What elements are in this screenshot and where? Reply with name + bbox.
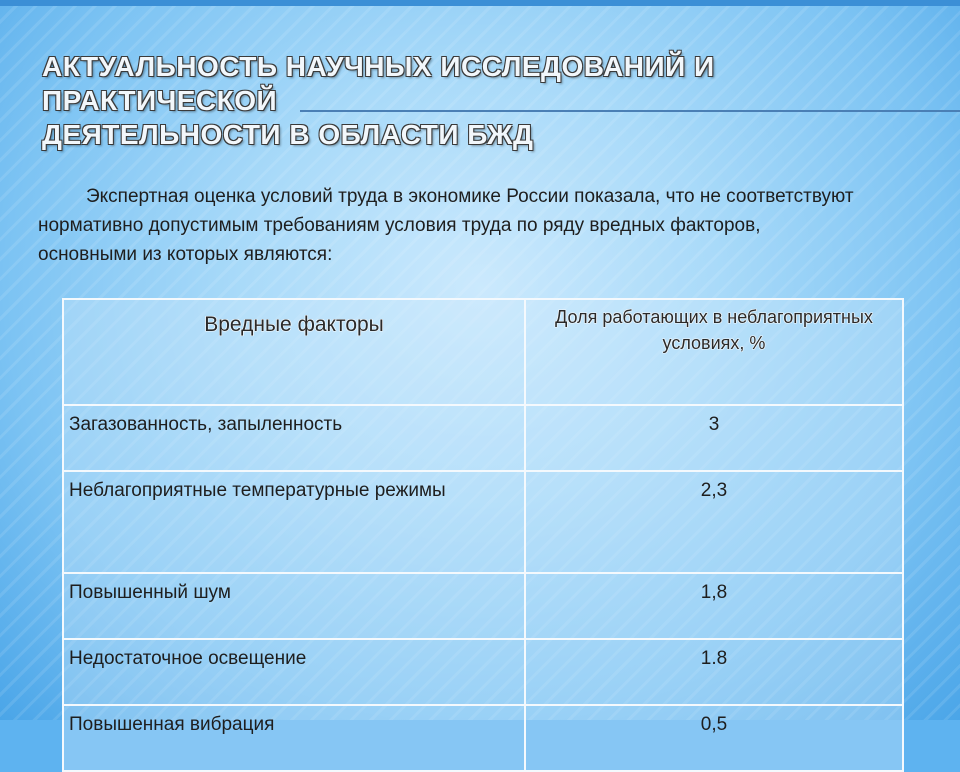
table-header-row	[63, 299, 903, 405]
value-cell: 0,5	[525, 705, 903, 771]
factor-cell: Загазованность, запыленность	[63, 405, 525, 471]
top-frame-line	[0, 0, 960, 6]
table-row	[63, 639, 903, 705]
factor-cell: Повышенная вибрация	[63, 705, 525, 771]
factor-cell: Недостаточное освещение	[63, 639, 525, 705]
value-cell: 1.8	[525, 639, 903, 705]
header-factor: Вредные факторы	[63, 299, 525, 405]
title-underline	[300, 110, 960, 112]
table-row	[63, 573, 903, 639]
value-cell: 2,3	[525, 471, 903, 573]
factor-cell: Повышенный шум	[63, 573, 525, 639]
table-row	[63, 405, 903, 471]
factor-cell: Неблагоприятные температурные режимы	[63, 471, 525, 573]
value-cell: 3	[525, 405, 903, 471]
harmful-factors-table	[62, 298, 904, 772]
value-cell: 1,8	[525, 573, 903, 639]
table-row	[63, 471, 903, 573]
header-share: Доля работающих в неблагоприятных условиях, %	[525, 299, 903, 405]
intro-paragraph: Экспертная оценка условий труда в экономике России показала, что не соответствуют нормативно допустимым требованиям условия труда по ряду вредных факторов, основными из которых являются:	[38, 186, 854, 265]
slide-title: АКТУАЛЬНОСТЬ НАУЧНЫХ ИССЛЕДОВАНИЙ И ПРАКТИЧЕСКОЙ ДЕЯТЕЛЬНОСТИ В ОБЛАСТИ БЖД	[42, 51, 715, 150]
table-row	[63, 705, 903, 771]
